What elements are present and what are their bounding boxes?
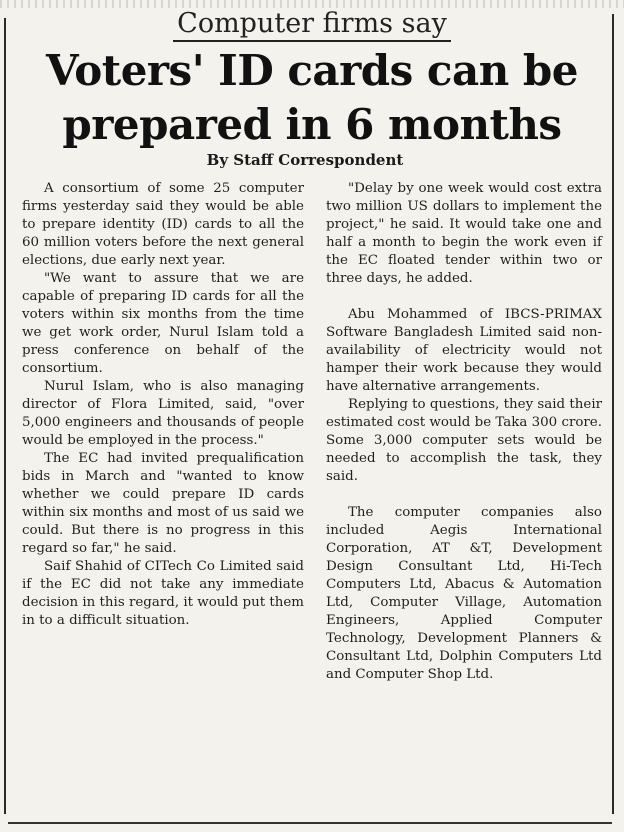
paragraph: Replying to questions, they said their estimated cost would be Taka 300 crore. Some 3,000 computer sets would be needed to accomplish the task, they said. xyxy=(326,397,602,484)
kicker-text: Computer firms say xyxy=(173,8,451,42)
torn-edge xyxy=(0,0,624,8)
bottom-rule xyxy=(8,822,612,824)
byline: By Staff Correspondent xyxy=(206,151,404,169)
paragraph: The computer companies also included Aegis International Corporation, AT &T, Development Design Consultant Ltd, Hi-Tech Computers Ltd, Abacus & Automation Ltd, Computer Village, Automation Engineers, Applied Computer Technology, Development Planners & Consultant Ltd, Dolphin Computers Ltd and Computer Shop Ltd. xyxy=(326,505,602,682)
headline xyxy=(0,44,624,152)
headline-line-2: prepared in 6 months xyxy=(62,100,562,149)
paragraph: Saif Shahid of CITech Co Limited said if the EC did not take any immediate decision in this regard, it would put them in to a difficult situation. xyxy=(22,559,304,628)
paragraph: Nurul Islam, who is also managing director of Flora Limited, said, "over 5,000 engineers and thousands of people would be employed in the process." xyxy=(22,379,304,448)
kicker xyxy=(0,8,624,40)
paragraph: "Delay by one week would cost extra two million US dollars to implement the project," he said. It would take one and half a month to begin the work even if the EC floated tender within two or three days, he added. xyxy=(326,181,602,286)
paragraph: Abu Mohammed of IBCS-PRIMAX Software Bangladesh Limited said non-availability of electricity would not hamper their work because they would have alternative arrangements. xyxy=(326,307,602,394)
right-column xyxy=(326,180,602,684)
paragraph: A consortium of some 25 computer firms yesterday said they would be able to prepare identity (ID) cards to all the 60 million voters before the next general elections, due early next year. xyxy=(22,181,304,268)
left-column xyxy=(22,180,304,630)
paragraph: "We want to assure that we are capable of preparing ID cards for all the voters within six months from the time we get work order, Nurul Islam told a press conference on behalf of the consortium. xyxy=(22,271,304,376)
paragraph: The EC had invited prequalification bids in March and "wanted to know whether we could prepare ID cards within six months and most of us said we could. But there is no progress in this regard so far," he said. xyxy=(22,451,304,556)
headline-line-1: Voters' ID cards can be xyxy=(46,46,578,95)
